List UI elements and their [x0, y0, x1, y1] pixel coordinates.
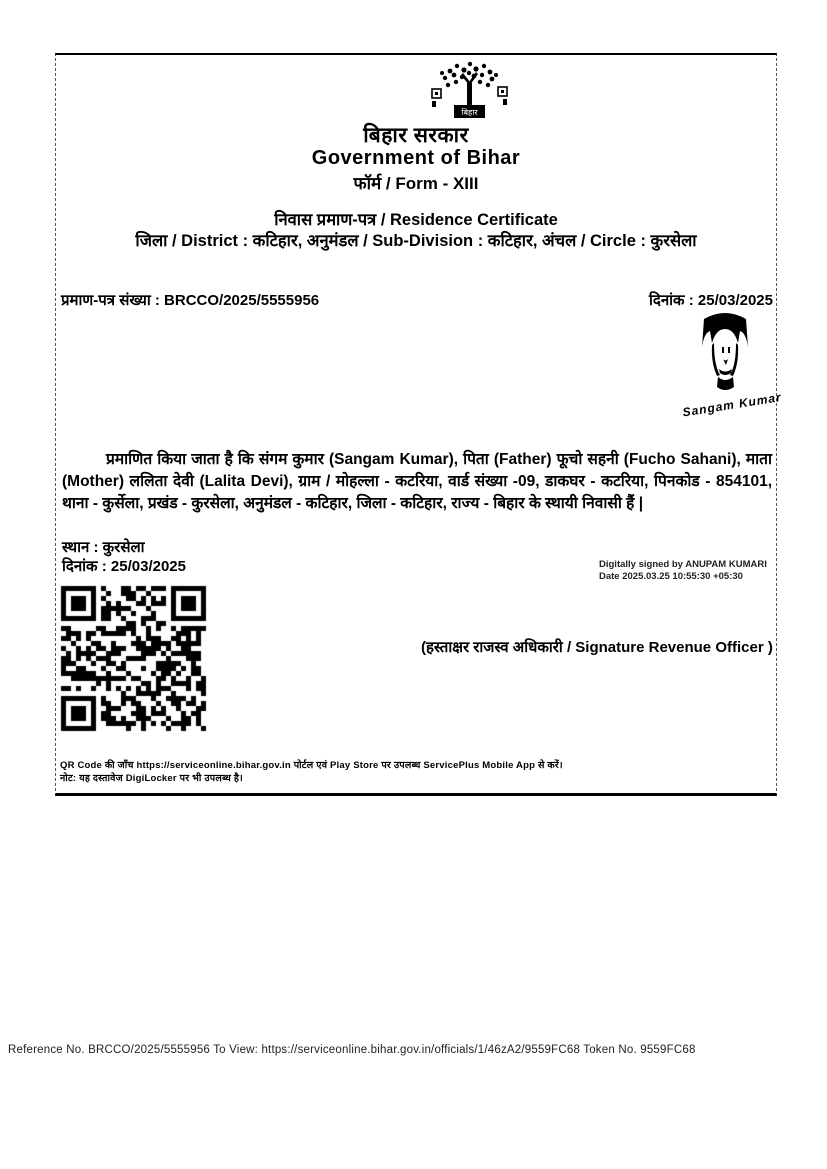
applicant-signature: Sangam Kumar — [681, 390, 783, 420]
district-subdivision-circle-line: जिला / District : कटिहार, अनुमंडल / Sub-Division : कटिहार, अंचल / Circle : कुरसेला — [135, 232, 697, 250]
revenue-officer-signature-line: (हस्ताक्षर राजस्व अधिकारी / Signature Revenue Officer ) — [421, 639, 773, 656]
certificate-number — [61, 290, 319, 310]
reference-footer-line: Reference No. BRCCO/2025/5555956 To View: https://serviceonline.bihar.gov.in/officials/1/46zA2/9559FC68 Token No. 9559FC68 — [8, 1044, 696, 1056]
certificate-date-value: 25/03/2025 — [697, 292, 773, 309]
qr-verification-note: QR Code की जाँच https://serviceonline.bihar.gov.in पोर्टल एवं Play Store पर उपलब्ध ServicePlus Mobile App से करें। — [60, 760, 563, 771]
digilocker-note: नोट: यह दस्तावेज DigiLocker पर भी उपलब्ध है। — [60, 773, 243, 784]
government-name-hindi: बिहार सरकार — [363, 124, 469, 147]
certificate-title: निवास प्रमाण-पत्र / Residence Certificate — [274, 211, 558, 229]
place-line: स्थान : कुरसेला — [62, 539, 145, 556]
bodhi-tree-icon — [412, 61, 527, 123]
certificate-body-text: प्रमाणित किया जाता है कि संगम कुमार (Sangam Kumar), पिता (Father) फूचो सहनी (Fucho Sahani), माता (Mother) ललिता देवी (Lalita Devi), ग्राम / मोहल्ला - कटरिया, वार्ड संख्या -09, डाकघर - कटरिया, पिनकोड - 854101, थाना - कुर्सेला, प्रखंड - कुरसेला, अनुमंडल - कटिहार, जिला - कटिहार, राज्य - बिहार के स्थायी निवासी हैं | — [62, 451, 772, 512]
date-line: दिनांक : 25/03/2025 — [62, 558, 186, 575]
certificate-date — [649, 290, 773, 310]
applicant-portrait-icon — [690, 313, 760, 397]
qr-code-canvas — [59, 584, 211, 734]
certificate-number-label: प्रमाण-पत्र संख्या : — [61, 292, 160, 309]
form-number-line: फॉर्म / Form - XIII — [353, 174, 479, 193]
government-name-english: Government of Bihar — [311, 147, 521, 169]
qr-code — [59, 584, 211, 734]
digital-signature-stamp — [599, 559, 819, 583]
digital-signature-line2: Date 2025.03.25 10:55:30 +05:30 — [599, 571, 743, 582]
certificate-date-label: दिनांक : — [649, 292, 694, 309]
certificate-number-row — [61, 290, 773, 310]
applicant-photo — [681, 313, 783, 431]
emblem-banner-text: बिहार — [461, 108, 478, 117]
bihar-emblem-icon — [412, 61, 527, 123]
digital-signature-line1: Digitally signed by ANUPAM KUMARI — [599, 559, 767, 570]
certificate-number-value: BRCCO/2025/5555956 — [164, 292, 320, 309]
certificate-border-box — [55, 53, 783, 796]
